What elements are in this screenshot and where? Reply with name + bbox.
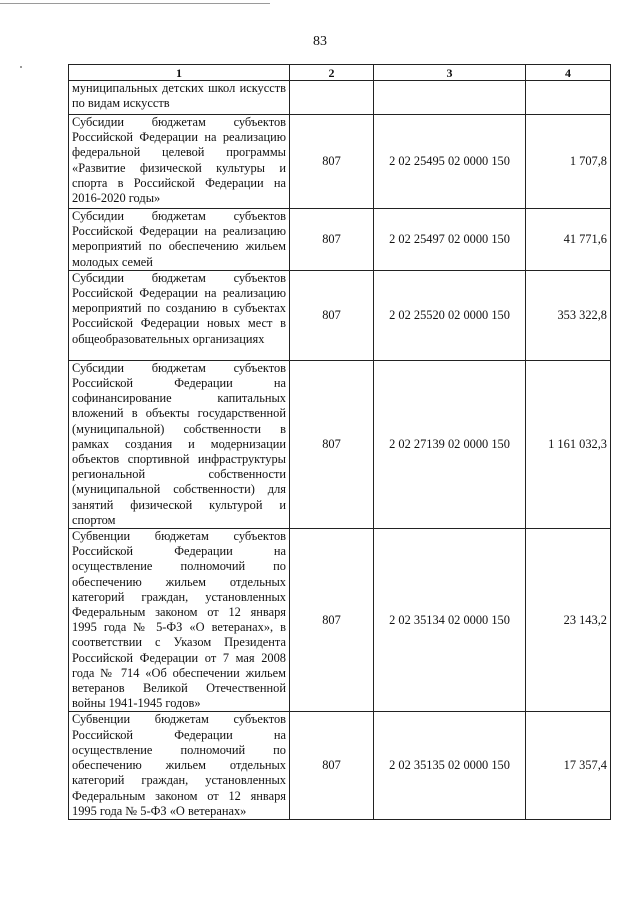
budget-code-cell: 2 02 25497 02 0000 150 — [374, 209, 526, 271]
column-header: 4 — [526, 65, 611, 81]
row-description: Субсидии бюджетам субъектов Российской Федерации на реализацию мероприятий по созданию в субъектах Российской Федерации новых мест в общеобразовательных организациях — [69, 270, 290, 360]
scan-speck — [20, 66, 22, 68]
scan-edge-line — [0, 3, 270, 4]
table-row — [69, 81, 611, 115]
budget-code-cell: 2 02 27139 02 0000 150 — [374, 360, 526, 528]
budget-revenue-table — [68, 64, 611, 820]
budget-code-cell: 2 02 35134 02 0000 150 — [374, 529, 526, 712]
budget-code-cell: 2 02 25495 02 0000 150 — [374, 115, 526, 209]
table-row — [69, 115, 611, 209]
column-header: 3 — [374, 65, 526, 81]
admin-code-cell: 807 — [290, 712, 374, 819]
amount-cell: 23 143,2 — [526, 529, 611, 712]
column-header: 2 — [290, 65, 374, 81]
admin-code-cell: 807 — [290, 270, 374, 360]
amount-cell: 41 771,6 — [526, 209, 611, 271]
budget-code-cell — [374, 81, 526, 115]
row-description: Субсидии бюджетам субъектов Российской Федерации на реализацию мероприятий по обеспечению жильем молодых семей — [69, 209, 290, 271]
table-row — [69, 270, 611, 360]
table-row — [69, 360, 611, 528]
amount-cell: 1 161 032,3 — [526, 360, 611, 528]
row-description: муниципальных детских школ искусств по видам искусств — [69, 81, 290, 115]
admin-code-cell: 807 — [290, 529, 374, 712]
admin-code-cell — [290, 81, 374, 115]
amount-cell: 353 322,8 — [526, 270, 611, 360]
budget-code-cell: 2 02 35135 02 0000 150 — [374, 712, 526, 819]
table-header-row — [69, 65, 611, 81]
amount-cell: 1 707,8 — [526, 115, 611, 209]
admin-code-cell: 807 — [290, 209, 374, 271]
table-row — [69, 209, 611, 271]
row-description: Субсидии бюджетам субъектов Российской Федерации на реализацию федеральной целевой программы «Развитие физической культуры и спорта в Российской Федерации на 2016-2020 годы» — [69, 115, 290, 209]
page-number: 83 — [313, 34, 327, 49]
admin-code-cell: 807 — [290, 360, 374, 528]
row-description: Субвенции бюджетам субъектов Российской Федерации на осуществление полномочий по обеспечению жильем отдельных категорий граждан, установленных Федеральным законом от 12 января 1995 года № 5-ФЗ «О ветеранах» — [69, 712, 290, 819]
budget-code-cell: 2 02 25520 02 0000 150 — [374, 270, 526, 360]
admin-code-cell: 807 — [290, 115, 374, 209]
amount-cell — [526, 81, 611, 115]
row-description: Субсидии бюджетам субъектов Российской Федерации на софинансирование капитальных вложений в объекты государственной (муниципальной) собственности в рамках создания и модернизации объектов спортивной инфраструктуры региональной собственности (муниципальной собственности) для занятий физической культурой и спортом — [69, 360, 290, 528]
column-header: 1 — [69, 65, 290, 81]
row-description: Субвенции бюджетам субъектов Российской Федерации на осуществление полномочий по обеспечению жильем отдельных категорий граждан, установленных Федеральным законом от 12 января 1995 года № 5-ФЗ «О ветеранах», в соответствии с Указом Президента Российской Федерации от 7 мая 2008 года № 714 «Об обеспечении жильем ветеранов Великой Отечественной войны 1941-1945 годов» — [69, 529, 290, 712]
amount-cell: 17 357,4 — [526, 712, 611, 819]
table-row — [69, 712, 611, 819]
table-row — [69, 529, 611, 712]
